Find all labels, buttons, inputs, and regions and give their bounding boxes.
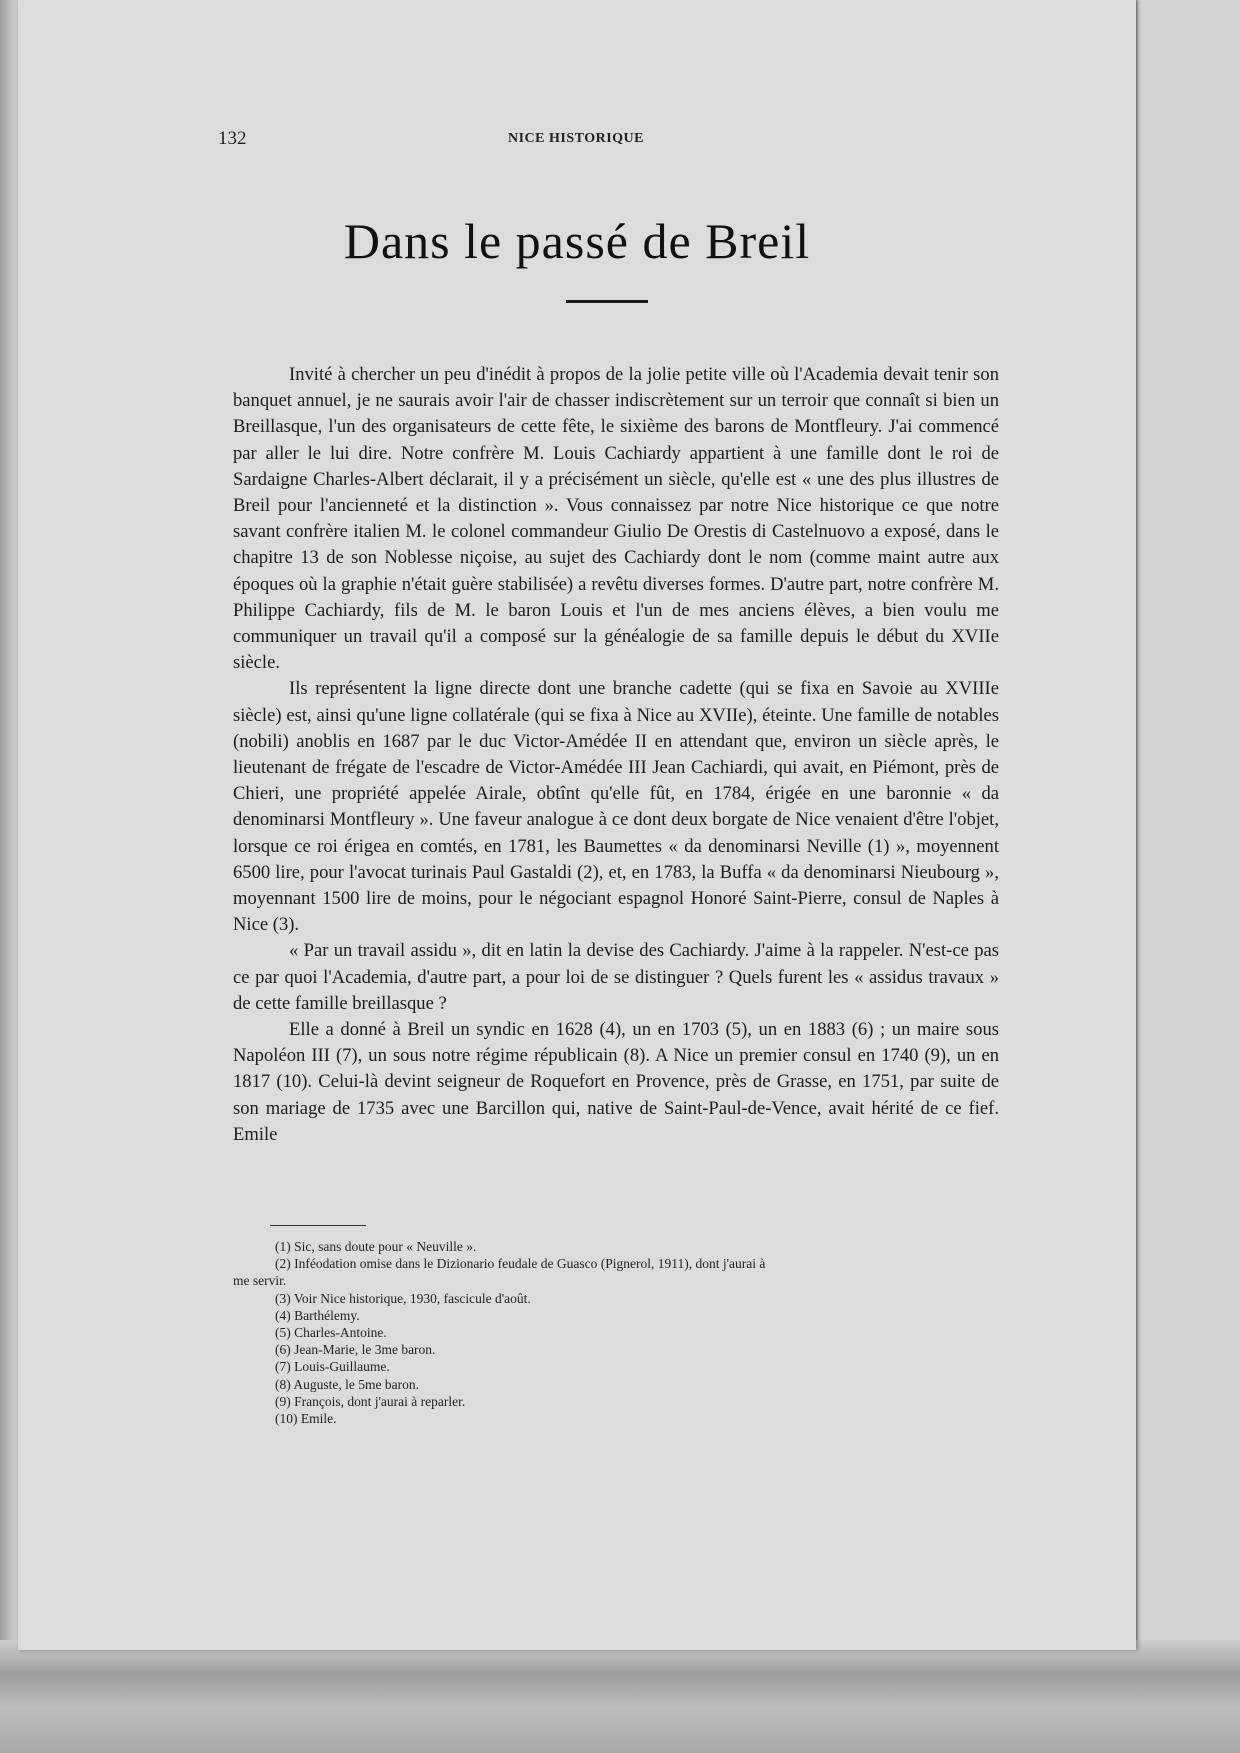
footnotes: [233, 1238, 999, 1427]
footnote: (8) Auguste, le 5me baron.: [275, 1376, 419, 1392]
footnote-rule: [270, 1225, 366, 1226]
footnote: (4) Barthélemy.: [275, 1307, 360, 1323]
paragraph: Invité à chercher un peu d'inédit à propos de la jolie petite ville où l'Academia devait tenir son banquet annuel, je ne saurais avoir l'air de chasser indiscrètement sur un terroir que connaît si bien un Breillasque, l'un des organisateurs de cette fête, le sixième des barons de Montfleury. J'ai commencé par aller le lui dire. Notre confrère M. Louis Cachiardy appartient à une famille dont le roi de Sardaigne Charles-Albert déclarait, il y a précisément un siècle, qu'elle est « une des plus illustres de Breil pour l'ancienneté et la distinction ». Vous connaissez par notre Nice historique ce que notre savant confrère italien M. le colonel commandeur Giulio De Orestis di Castelnuovo a exposé, dans le chapitre 13 de son Noblesse niçoise, au sujet des Cachiardy dont le nom (comme maint autre aux époques où la graphie n'était guère stabilisée) a revêtu diverses formes. D'autre part, notre confrère M. Philippe Cachiardy, fils de M. le baron Louis et l'un de mes anciens élèves, a bien voulu me communiquer un travail qu'il a composé sur la généalogie de sa famille depuis le début du XVIIe siècle.: [233, 364, 999, 674]
footnote: (2) Inféodation omise dans le Dizionario feudale de Guasco (Pignerol, 1911), dont j'aurai à: [275, 1256, 766, 1272]
page-number: 132: [218, 128, 247, 149]
running-head: [18, 128, 1136, 152]
footnote: (10) Emile.: [275, 1411, 337, 1427]
footnote: (9) François, dont j'aurai à reparler.: [275, 1393, 466, 1409]
paragraph: Ils représentent la ligne directe dont une branche cadette (qui se fixa en Savoie au XVIIIe siècle) est, ainsi qu'une ligne collatérale (qui se fixa à Nice au XVIIe), éteinte. Une famille de notables (nobili) anoblis en 1687 par le duc Victor-Amédée II en attendant que, environ un siècle après, le lieutenant de frégate de l'escadre de Victor-Amédée III Jean Cachiardi, qui avait, en Piémont, près de Chieri, une propriété appelée Airale, obtînt qu'elle fût, en 1784, érigée en une baronnie « da denominarsi Montfleury ». Une faveur analogue à ce dont deux borgate de Nice venaient d'être l'objet, lorsque ce roi érigea en comtés, en 1781, les Baumettes « da denominarsi Neville (1) », moyennent 6500 lire, pour l'avocat turinais Paul Gastaldi (2), et, en 1783, la Buffa « da denominarsi Nieubourg », moyennant 1500 lire de moins, pour le négociant espagnol Honoré Saint-Pierre, consul de Naples à Nice (3).: [233, 678, 999, 936]
article-title: Dans le passé de Breil: [343, 213, 811, 269]
paragraph: Elle a donné à Breil un syndic en 1628 (4), un en 1703 (5), un en 1883 (6) ; un maire sous Napoléon III (7), un sous notre régime républicain (8). A Nice un premier consul en 1740 (9), un en 1817 (10). Celui-là devint seigneur de Roquefort en Provence, près de Grasse, en 1751, par suite de son mariage de 1735 avec une Barcillon qui, native de Saint-Paul-de-Vence, avait hérité de ce fief. Emile: [233, 1019, 999, 1145]
footnote: (5) Charles-Antoine.: [275, 1325, 387, 1341]
article-body: [233, 362, 999, 1148]
document-page: [18, 0, 1136, 1650]
footnote: (6) Jean-Marie, le 3me baron.: [275, 1342, 436, 1358]
title-rule: [566, 300, 648, 303]
footnote: (1) Sic, sans doute pour « Neuville ».: [275, 1239, 477, 1254]
facing-page-edge: [1138, 0, 1240, 1640]
paragraph: « Par un travail assidu », dit en latin la devise des Cachiardy. J'aime à la rappeler. N'est-ce pas ce par quoi l'Academia, d'autre part, a pour loi de se distinguer ? Quels furent les « assidus travaux » de cette famille breillasque ?: [233, 940, 999, 1014]
scan-bottom-shadow: [0, 1640, 1240, 1753]
journal-title: NICE HISTORIQUE: [508, 131, 645, 146]
footnote: (7) Louis-Guillaume.: [275, 1359, 390, 1375]
footnote: (3) Voir Nice historique, 1930, fascicule d'août.: [275, 1290, 531, 1306]
footnote-continuation: me servir.: [233, 1273, 287, 1289]
